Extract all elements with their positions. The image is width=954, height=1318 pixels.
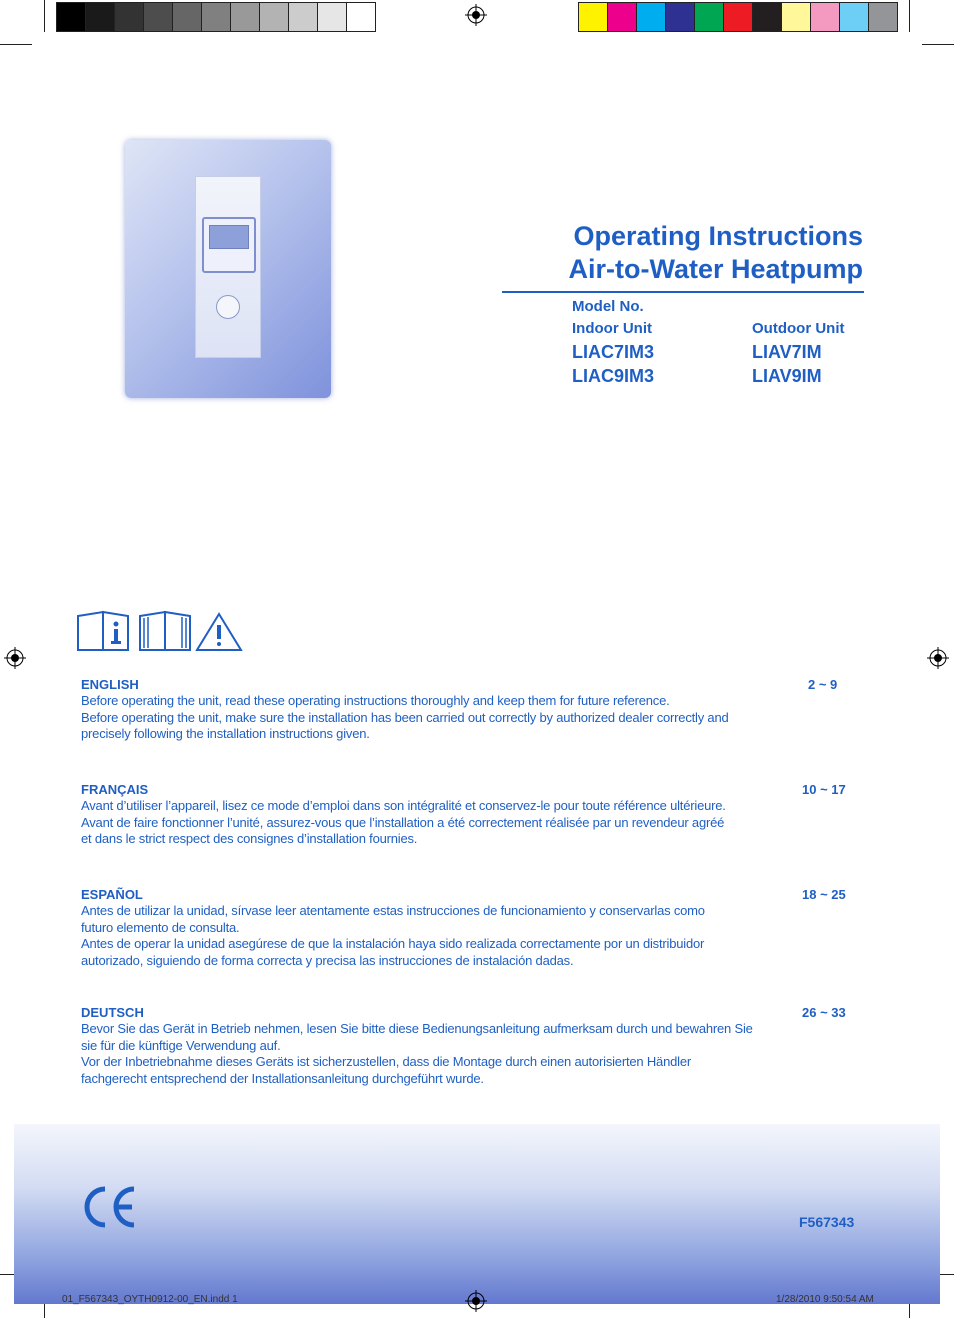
language-text-line: autorizado, siguiendo de forma correcta y precisa las instrucciones de instalación dadas. [81,952,574,968]
outdoor-model-2: LIAV9IM [752,366,822,386]
process-color-bar [578,2,898,32]
language-text-line: Bevor Sie das Gerät in Betrieb nehmen, lesen Sie bitte diese Bedienungsanleitung aufmerksam durch und bewahren Sie [81,1021,753,1036]
color-swatch [782,3,811,31]
color-swatch [666,3,695,31]
color-swatch [57,3,86,31]
document-code: F567343 [799,1214,855,1230]
document-title [569,220,864,286]
language-text-line: precisely following the installation instructions given. [81,726,370,741]
language-section [81,1005,789,1087]
language-text-line: Antes de utilizar la unidad, sírvase leer atentamente estas instrucciones de funcionamiento y conservarlas como [81,903,705,918]
page-range: 2 ~ 9 [808,677,838,692]
language-text-line: Antes de operar la unidad asegúrese de que la instalación haya sido realizada correctamente por un distribuidor [81,936,705,951]
pressure-gauge-icon [216,295,240,319]
language-name: DEUTSCH [81,1005,144,1020]
title-line-2: Air-to-Water Heatpump [568,254,863,284]
model-no-label: Model No. [572,298,644,315]
display-screen [209,225,249,249]
page-range: 26 ~ 33 [802,1005,846,1020]
color-swatch [608,3,637,31]
page-range: 10 ~ 17 [802,782,846,797]
unit-front-panel [195,176,261,358]
info-book-icon [78,612,128,650]
registration-mark-icon [927,647,949,669]
color-swatch [811,3,840,31]
indoor-model-1: LIAC7IM3 [572,342,655,362]
heatpump-unit-illustration [125,140,331,398]
language-section [81,782,789,848]
color-swatch [695,3,724,31]
color-swatch [86,3,115,31]
language-text-line: Avant de faire fonctionner l’unité, assurez-vous que l’installation a été correctement réalisée par un revendeur agréé [81,814,725,830]
color-swatch [115,3,144,31]
page-range: 18 ~ 25 [802,887,846,902]
language-text-line: fachgerecht entsprechend der Installationsanleitung durchgeführt wurde. [81,1070,484,1086]
crop-mark [922,44,954,45]
language-text-line: Before operating the unit, read these operating instructions thoroughly and keep them for future reference. [81,693,670,708]
title-line-1: Operating Instructions [573,221,863,251]
crop-mark [0,44,32,45]
color-swatch [173,3,202,31]
color-swatch [637,3,666,31]
crop-mark [909,0,910,32]
language-text-line: Before operating the unit, make sure the installation has been carried out correctly by authorized dealer correctly and [81,709,729,725]
manual-book-icon [140,612,190,650]
registration-mark-icon [4,647,26,669]
color-swatch [869,3,897,31]
crop-mark [44,0,45,32]
indoor-unit-label: Indoor Unit [572,320,652,337]
color-swatch [231,3,260,31]
language-section [81,887,789,969]
language-text-line: et dans le strict respect des consignes d’installation fournies. [81,831,418,846]
language-name: FRANÇAIS [81,782,149,797]
language-name: ESPAÑOL [81,887,143,902]
registration-mark-icon [465,1290,487,1312]
outdoor-model-1: LIAV7IM [752,342,822,362]
color-swatch [260,3,289,31]
color-swatch [579,3,608,31]
gray-color-bar [56,2,376,32]
color-swatch [144,3,173,31]
file-slug: 01_F567343_OYTH0912-00_EN.indd 1 [62,1294,238,1305]
language-name: ENGLISH [81,677,139,692]
outdoor-unit-label: Outdoor Unit [752,320,845,337]
indoor-model-2: LIAC9IM3 [572,366,655,386]
color-swatch [840,3,869,31]
language-text-line: futuro elemento de consulta. [81,919,240,935]
color-swatch [724,3,753,31]
language-text-line: Avant d’utiliser l’appareil, lisez ce mode d’emploi dans son intégralité et conservez-le pour toute référence ultérieure. [81,798,726,813]
date-slug: 1/28/2010 9:50:54 AM [776,1294,874,1305]
language-text-line: Vor der Inbetriebnahme dieses Geräts ist sicherzustellen, dass die Montage durch einen autorisierten Händler [81,1054,691,1069]
control-display [202,217,256,273]
document-icons [76,610,246,654]
color-swatch [318,3,347,31]
ce-mark-icon [80,1185,140,1229]
language-section [81,677,789,743]
color-swatch [753,3,782,31]
color-swatch [289,3,318,31]
title-divider [502,291,864,293]
language-text-line: sie für die künftige Verwendung auf. [81,1037,281,1053]
warning-icon [197,614,241,650]
color-swatch [347,3,375,31]
registration-mark-icon [465,4,487,26]
color-swatch [202,3,231,31]
